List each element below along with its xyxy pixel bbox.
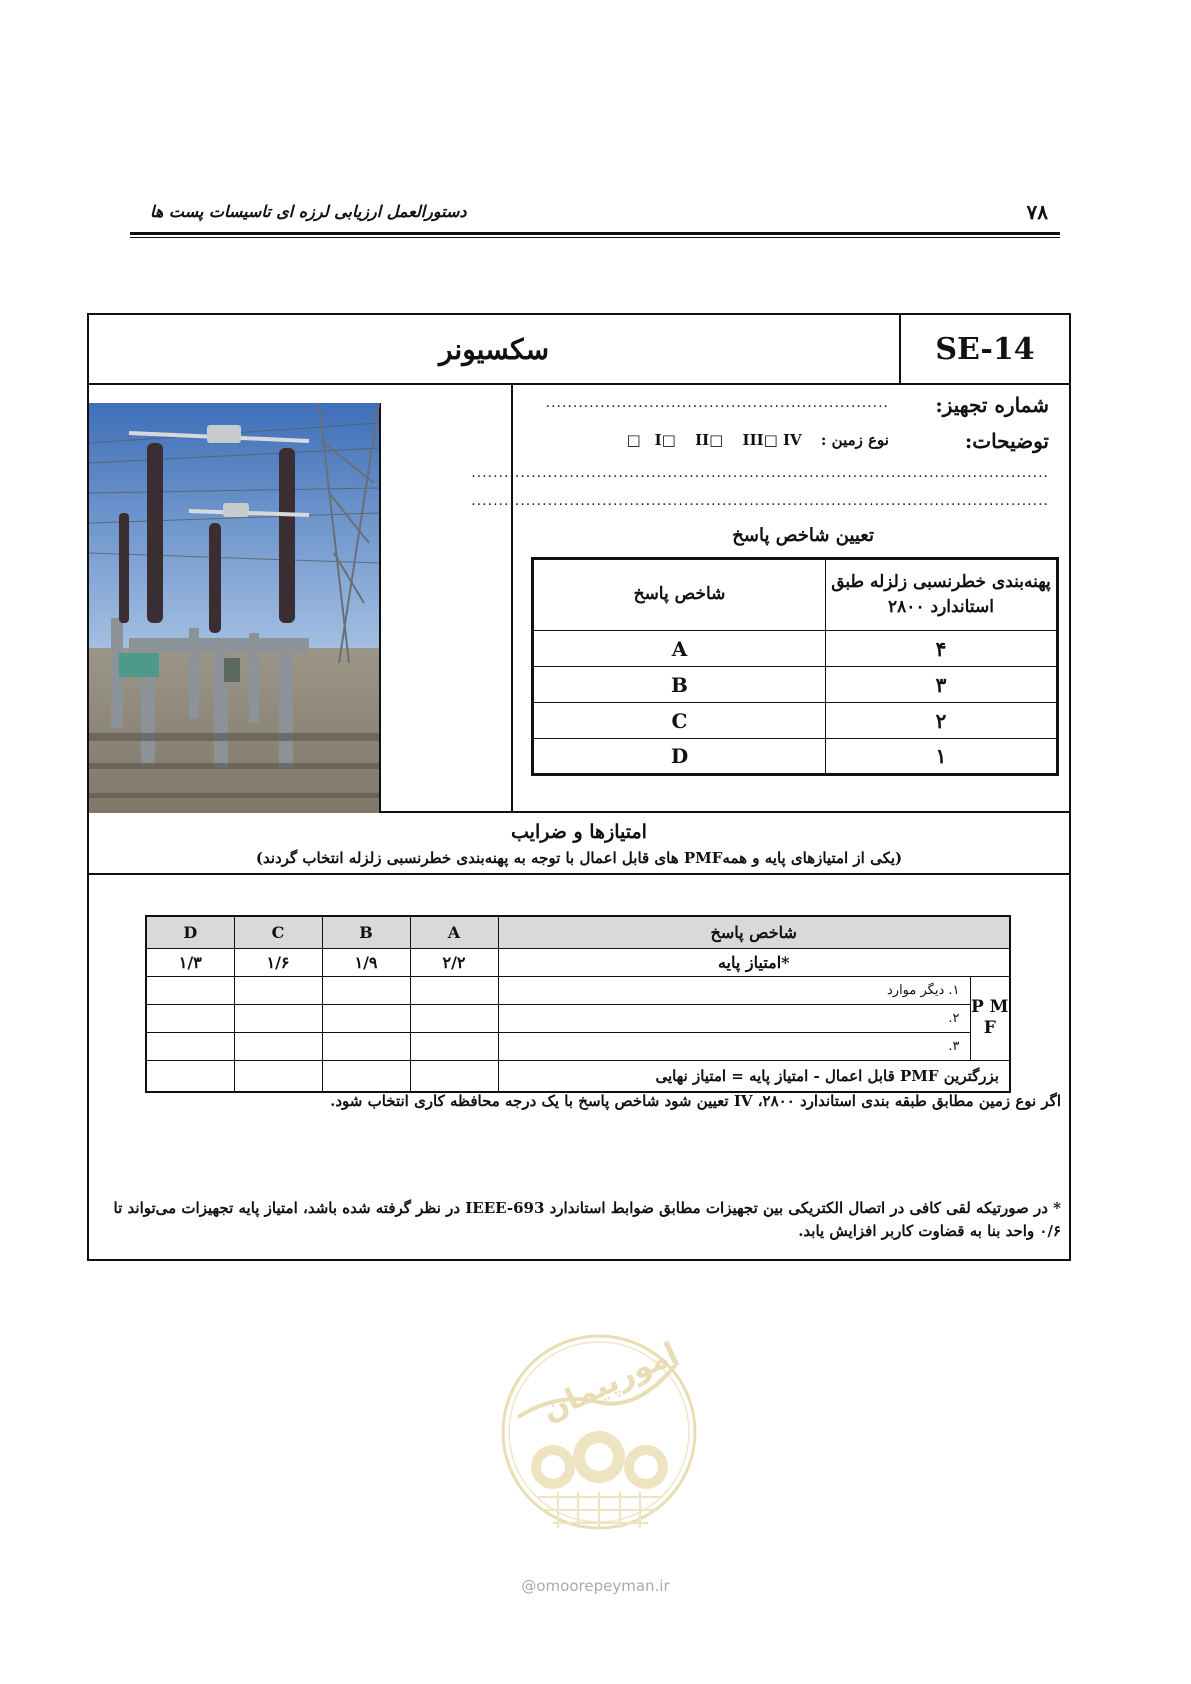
soil-note: اگر نوع زمین مطابق طبقه بندی استاندارد ۲۸۰۰، IV تعیین شود شاخص پاسخ با یک درجه محافظه کاری انتخاب شود. (330, 1092, 1061, 1110)
pmf3-d[interactable] (146, 1032, 234, 1060)
index-cell: D (533, 739, 826, 775)
equipment-photo (89, 403, 381, 813)
equipment-form (87, 313, 1071, 1261)
running-title: دستورالعمل ارزیابی لرزه ای تاسیسات پست ها (150, 202, 467, 221)
index-cell: B (533, 667, 826, 703)
table-row (533, 703, 1058, 739)
equipment-number-field[interactable]: ............................................................... (545, 395, 889, 411)
final-b[interactable] (322, 1060, 410, 1092)
scores-header (89, 813, 1069, 875)
score-header-row (146, 916, 1010, 948)
zone-cell: ۴ (826, 631, 1058, 667)
pmf1-a[interactable] (410, 976, 498, 1004)
header-rule (130, 232, 1060, 235)
equipment-title: سکسیونر (438, 332, 550, 366)
base-a[interactable]: ۲/۲ (410, 948, 498, 976)
soil-type-iv[interactable]: IV□ (626, 431, 802, 449)
scores-subtitle: (یکی از امتیازهای پایه و همهPMF های قابل اعمال با توجه به پهنه‌بندی خطرنسبی زلزله انتخاب گردند) (255, 849, 903, 867)
base-score-label: امتیاز پایه* (498, 948, 1010, 976)
col-b: B (322, 916, 410, 948)
remarks-field-line2[interactable]: .......................................................................................................... (471, 493, 1049, 509)
equipment-code: SE-14 (899, 315, 1069, 383)
pmf2-c[interactable] (234, 1004, 322, 1032)
page-number: ۷۸ (1026, 200, 1048, 224)
watermark-logo-text: امورپیمان (536, 1335, 684, 1430)
scores-title: امتیازها و ضرایب (511, 821, 647, 843)
pmf-label: P M F (970, 976, 1010, 1060)
col-zone: پهنه‌بندی خطرنسبی زلزله طبق استاندارد ۲۸۰۰ (826, 559, 1058, 631)
soil-type-options (612, 431, 889, 449)
final-d[interactable] (146, 1060, 234, 1092)
soil-type-iii[interactable]: III□ (742, 431, 778, 449)
pmf-item-1: ۱. دیگر موارد (498, 976, 970, 1004)
pmf3-c[interactable] (234, 1032, 322, 1060)
pmf3-a[interactable] (410, 1032, 498, 1060)
table-row (533, 631, 1058, 667)
footnote: * در صورتیکه لقی کافی در اتصال الکتریکی بین تجهیزات مطابق ضوابط استاندارد IEEE-693 در نظر گرفته شده باشد، امتیاز پایه تجهیزات می‌تواند تا ۰/۶ واحد بنا به قضاوت کاربر افزایش یابد. (113, 1199, 1061, 1241)
response-index-table (531, 557, 1059, 776)
base-d[interactable]: ۱/۳ (146, 948, 234, 976)
zone-cell: ۲ (826, 703, 1058, 739)
soil-type-i[interactable]: I□ (654, 431, 676, 449)
title-row (89, 315, 1069, 385)
page-header (130, 200, 1060, 230)
col-response-index: شاخص پاسخ (498, 916, 1010, 948)
col-d: D (146, 916, 234, 948)
final-a[interactable] (410, 1060, 498, 1092)
soil-type-ii[interactable]: II□ (695, 431, 724, 449)
pmf1-b[interactable] (322, 976, 410, 1004)
soil-type-label: نوع زمین : (820, 431, 889, 449)
pmf1-d[interactable] (146, 976, 234, 1004)
base-b[interactable]: ۱/۹ (322, 948, 410, 976)
remarks-field-line1[interactable]: .......................................................................................................... (471, 465, 1049, 481)
pmf3-b[interactable] (322, 1032, 410, 1060)
final-c[interactable] (234, 1060, 322, 1092)
zone-cell: ۱ (826, 739, 1058, 775)
zone-cell: ۳ (826, 667, 1058, 703)
final-score-row (146, 1060, 1010, 1092)
pmf-item-3: ۳. (498, 1032, 970, 1060)
base-score-row (146, 948, 1010, 976)
info-panel (471, 385, 1069, 813)
table-row (533, 739, 1058, 775)
info-row (89, 385, 1069, 813)
remarks-label: توضیحات: (964, 429, 1049, 453)
pmf-row (146, 1032, 1010, 1060)
score-table (145, 915, 1011, 1093)
col-response-index: شاخص پاسخ (533, 559, 826, 631)
pmf-item-2: ۲. (498, 1004, 970, 1032)
pmf2-b[interactable] (322, 1004, 410, 1032)
pmf2-a[interactable] (410, 1004, 498, 1032)
watermark-logo (498, 1322, 700, 1562)
pmf2-d[interactable] (146, 1004, 234, 1032)
index-cell: A (533, 631, 826, 667)
pmf-row (146, 1004, 1010, 1032)
response-heading: تعیین شاخص پاسخ (732, 525, 874, 546)
pmf-row (146, 976, 1010, 1004)
header-rule-thin (130, 237, 1060, 238)
base-c[interactable]: ۱/۶ (234, 948, 322, 976)
equipment-number-label: شماره تجهیز: (935, 393, 1049, 417)
watermark-url: @omoorepeyman.ir (521, 1577, 670, 1595)
pmf1-c[interactable] (234, 976, 322, 1004)
index-cell: C (533, 703, 826, 739)
table-row (533, 667, 1058, 703)
col-c: C (234, 916, 322, 948)
final-score-label: بزرگترین PMF قابل اعمال - امتیاز پایه = امتیاز نهایی (498, 1060, 1010, 1092)
disconnector-photo-illustration (89, 403, 379, 813)
col-a: A (410, 916, 498, 948)
